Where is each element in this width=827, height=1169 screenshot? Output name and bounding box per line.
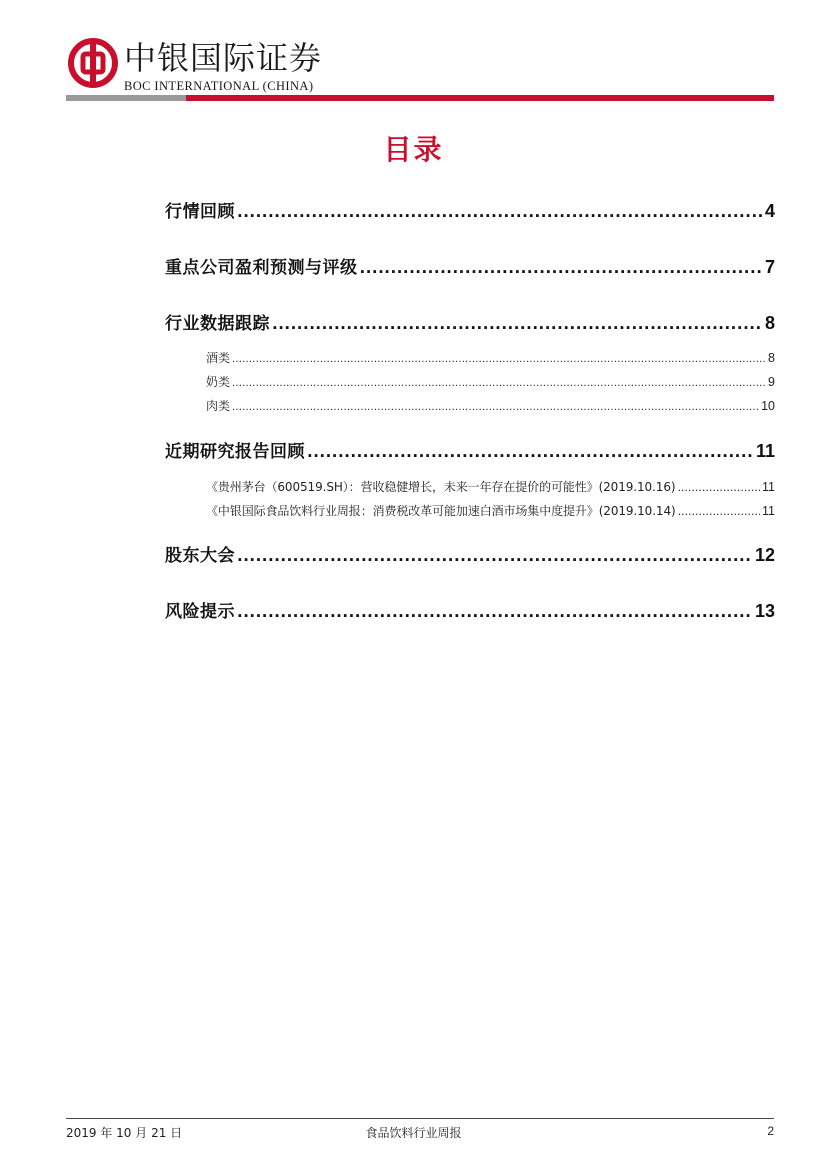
toc-entry[interactable] xyxy=(165,309,775,334)
footer-date: 2019 年 10 月 21 日 xyxy=(66,1126,183,1140)
toc-dot-leader xyxy=(677,481,760,494)
toc-subentry[interactable] xyxy=(206,502,775,519)
toc-subentry[interactable] xyxy=(206,397,775,414)
toc-dot-leader xyxy=(272,315,763,333)
toc-subentry[interactable] xyxy=(206,373,775,390)
toc-dot-leader xyxy=(678,505,760,518)
toc-entry-label: 《贵州茅台（600519.SH）：营收稳健增长，未来一年存在提价的可能性》(2019.10.16) xyxy=(206,480,676,494)
toc-entry-page: 9 xyxy=(768,375,775,389)
toc-entry-label: 行业数据跟踪 xyxy=(165,314,270,334)
footer-divider xyxy=(66,1118,774,1119)
toc-subentry[interactable] xyxy=(206,478,775,495)
toc-entry-page: 8 xyxy=(764,313,775,333)
toc-entry-page: 4 xyxy=(764,201,775,221)
header-red-bar xyxy=(186,95,774,101)
toc-title: 目录 xyxy=(383,133,444,166)
toc-dot-leader xyxy=(232,378,766,389)
brand-name-english: BOC INTERNATIONAL (CHINA) xyxy=(124,79,314,93)
toc-dot-leader xyxy=(360,259,763,277)
toc-entry[interactable] xyxy=(165,437,775,462)
boc-logo-icon xyxy=(68,38,118,88)
brand-name-chinese: 中银国际证券 xyxy=(124,39,323,77)
toc-entry-label: 近期研究报告回顾 xyxy=(165,442,305,462)
toc-entry-label: 酒类 xyxy=(206,351,231,365)
toc-dot-leader xyxy=(307,443,754,461)
toc-entry-page: 8 xyxy=(768,351,775,365)
footer-report-name: 食品饮料行业周报 xyxy=(365,1126,462,1140)
toc-entry-label: 《中银国际食品饮料行业周报：消费税改革可能加速白酒市场集中度提升》(2019.10.14) xyxy=(206,504,676,518)
toc-dot-leader xyxy=(237,603,753,621)
toc-entry-page: 13 xyxy=(754,601,775,621)
toc-entry-page: 12 xyxy=(754,545,775,565)
toc-entry[interactable] xyxy=(165,541,775,566)
toc-entry-label: 奶类 xyxy=(206,375,231,389)
toc-entry-page: 10 xyxy=(761,399,775,413)
toc-entry-page: 11 xyxy=(762,480,775,494)
toc-entry[interactable] xyxy=(165,253,775,278)
toc-entry[interactable] xyxy=(165,197,775,222)
toc-dot-leader xyxy=(232,402,759,413)
toc-dot-leader xyxy=(237,547,753,565)
toc-subentry[interactable] xyxy=(206,349,775,366)
header-grey-bar xyxy=(66,95,186,101)
toc-dot-leader xyxy=(237,203,763,221)
footer-page-number: 2 xyxy=(767,1124,774,1138)
toc-entry-page: 7 xyxy=(764,257,775,277)
toc-entry-page: 11 xyxy=(762,504,775,518)
toc-entry-label: 风险提示 xyxy=(165,602,235,622)
toc-entry-label: 重点公司盈利预测与评级 xyxy=(165,258,358,278)
toc-entry-label: 肉类 xyxy=(206,399,231,413)
toc-entry-label: 行情回顾 xyxy=(165,202,235,222)
toc-entry[interactable] xyxy=(165,597,775,622)
toc-dot-leader xyxy=(232,354,766,365)
toc-entry-label: 股东大会 xyxy=(165,546,235,566)
toc-entry-page: 11 xyxy=(755,441,775,461)
